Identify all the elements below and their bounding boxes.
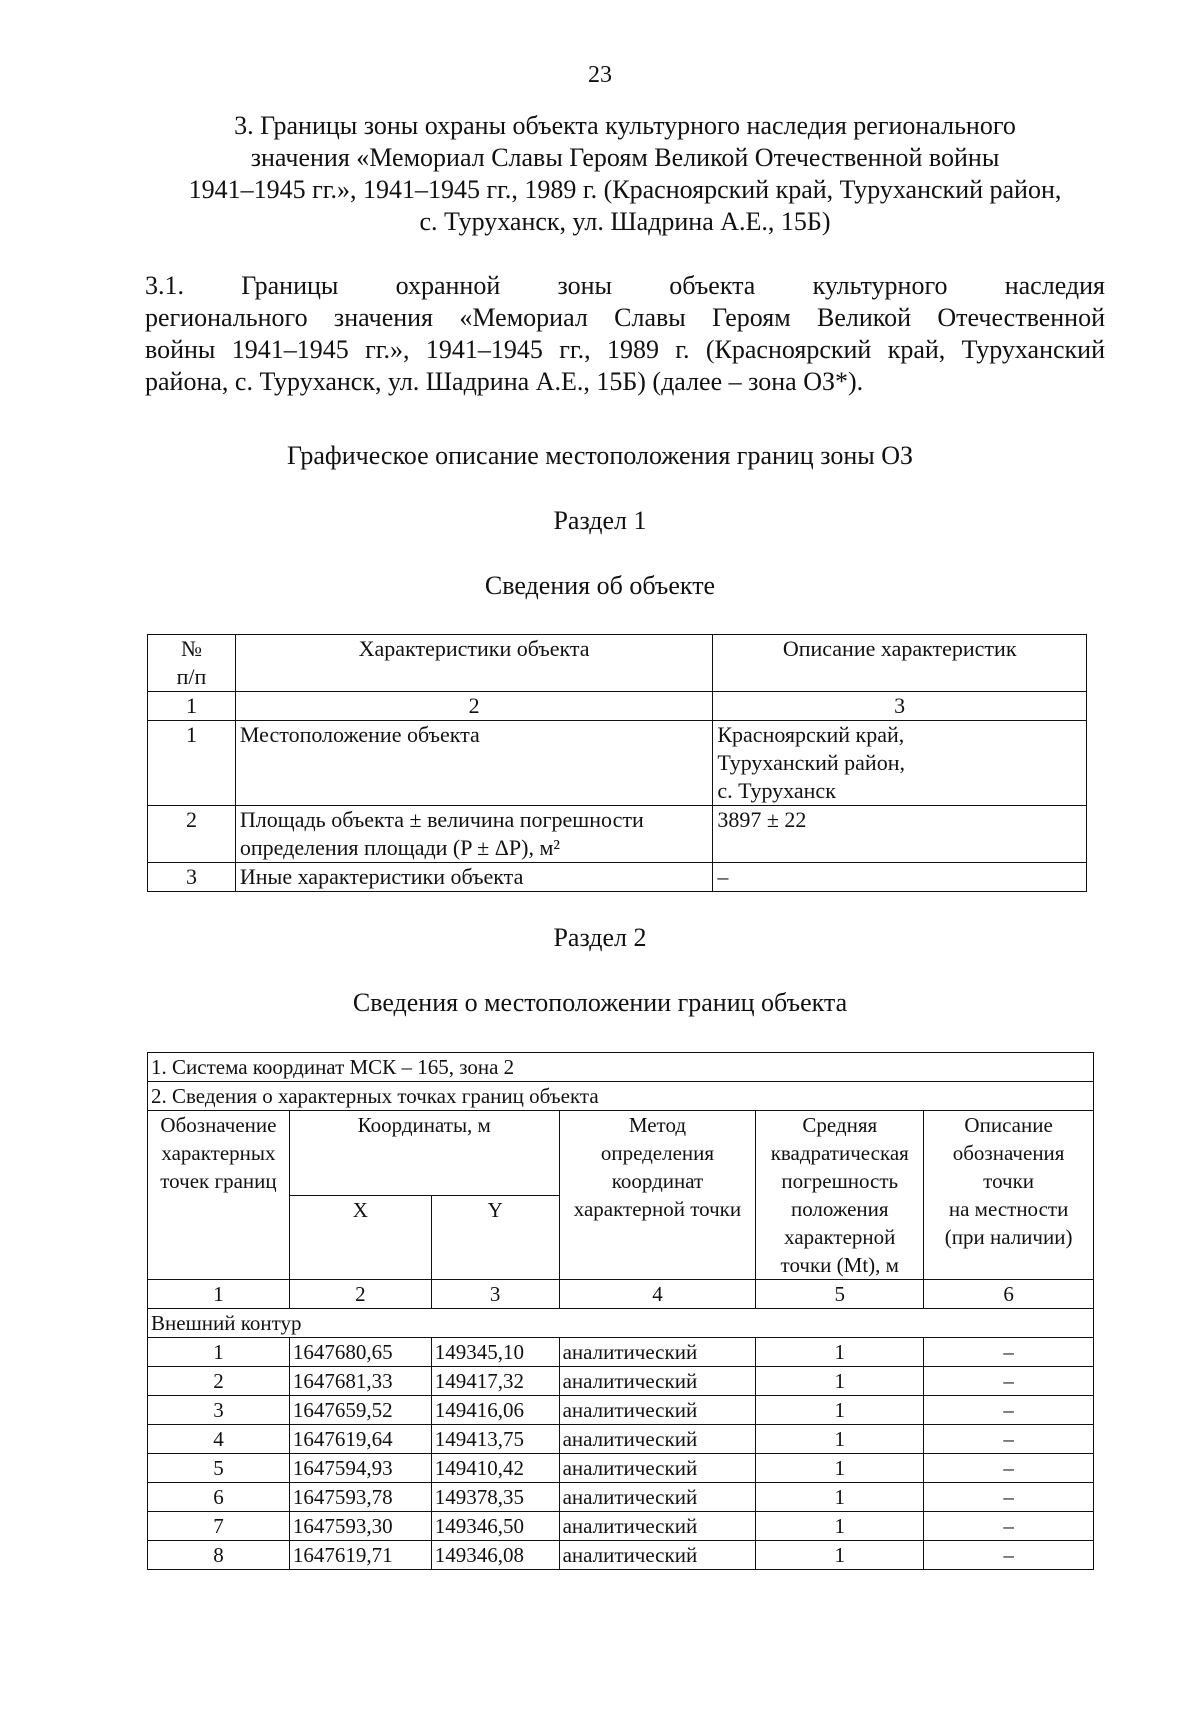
description-cell: – <box>924 1425 1094 1454</box>
coord-y: 149378,35 <box>431 1483 559 1512</box>
table-row <box>148 1541 1094 1570</box>
coord-y: 149416,06 <box>431 1396 559 1425</box>
header-cell: Описание характеристик <box>713 635 1087 692</box>
contour-row <box>148 1309 1094 1338</box>
section31-paragraph <box>145 270 1105 398</box>
header-text: точек границ <box>160 1169 277 1193</box>
section1-subtitle: Сведения об объекте <box>484 571 716 600</box>
section31-line: 3.1. Границы охранной зоны объекта культурного наследия <box>145 271 1105 300</box>
column-number: 2 <box>289 1280 431 1309</box>
mt-cell: 1 <box>756 1541 924 1570</box>
column-number: 2 <box>235 692 712 721</box>
object-info-table <box>147 634 1087 892</box>
method-cell: аналитический <box>559 1367 756 1396</box>
section3-title-line: с. Туруханск, ул. Шадрина А.Е., 15Б) <box>419 207 831 236</box>
coord-y: 149413,75 <box>431 1425 559 1454</box>
page-number: 23 <box>588 62 612 88</box>
header-text: Метод <box>628 1113 687 1137</box>
header-text: характерной точки <box>573 1197 742 1221</box>
table-header-row <box>148 635 1087 692</box>
point-number: 6 <box>148 1483 290 1512</box>
coord-x: 1647619,71 <box>289 1541 431 1570</box>
cell-text: с. Туруханск <box>717 778 836 803</box>
cell-text: определения площади (P ± ΔP), м² <box>239 835 560 860</box>
header-y: Y <box>431 1195 559 1280</box>
mt-cell: 1 <box>756 1454 924 1483</box>
method-cell: аналитический <box>559 1483 756 1512</box>
mt-cell: 1 <box>756 1483 924 1512</box>
points-info: 2. Сведения о характерных точках границ объекта <box>148 1082 1094 1111</box>
method-cell: аналитический <box>559 1338 756 1367</box>
column-number-row <box>148 692 1087 721</box>
mt-cell: 1 <box>756 1367 924 1396</box>
section3-title-line: 3. Границы зоны охраны объекта культурного наследия регионального <box>234 111 1016 140</box>
method-cell: аналитический <box>559 1512 756 1541</box>
table-row <box>148 806 1087 863</box>
coord-x: 1647619,64 <box>289 1425 431 1454</box>
section3-title-line: значения «Мемориал Славы Героям Великой Отечественной войны <box>250 143 1000 172</box>
column-number-row <box>148 1280 1094 1309</box>
header-text: (при наличии) <box>944 1225 1073 1249</box>
coord-x: 1647593,30 <box>289 1512 431 1541</box>
points-body <box>148 1338 1094 1570</box>
cell-text: 3897 ± 22 <box>717 807 807 832</box>
coord-y: 149346,50 <box>431 1512 559 1541</box>
cell-text: Местоположение объекта <box>239 722 480 747</box>
coord-system: 1. Система координат МСК – 165, зона 2 <box>148 1053 1094 1082</box>
section2-title: Раздел 2 <box>553 923 647 952</box>
cell-text: Площадь объекта ± величина погрешности <box>239 807 644 832</box>
header-designation <box>148 1111 290 1280</box>
coord-x: 1647593,78 <box>289 1483 431 1512</box>
cell-text: – <box>717 864 729 889</box>
row-description <box>713 806 1087 863</box>
table-row <box>148 721 1087 806</box>
table-row <box>148 863 1087 892</box>
point-number: 2 <box>148 1367 290 1396</box>
column-number: 6 <box>924 1280 1094 1309</box>
coord-y: 149345,10 <box>431 1338 559 1367</box>
description-cell: – <box>924 1367 1094 1396</box>
cell-text: Иные характеристики объекта <box>239 864 524 889</box>
description-cell: – <box>924 1512 1094 1541</box>
description-cell: – <box>924 1541 1094 1570</box>
row-characteristic <box>235 863 712 892</box>
section3-title <box>140 110 1110 238</box>
header-text: точки (Mt), м <box>780 1253 899 1277</box>
header-text: п/п <box>176 664 207 689</box>
points-info-row <box>148 1082 1094 1111</box>
method-cell: аналитический <box>559 1425 756 1454</box>
row-characteristic <box>235 721 712 806</box>
mt-cell: 1 <box>756 1338 924 1367</box>
header-x: X <box>289 1195 431 1280</box>
table-row <box>148 1483 1094 1512</box>
cell-text: Туруханский район, <box>717 750 905 775</box>
description-cell: – <box>924 1483 1094 1512</box>
header-text: обозначения <box>952 1141 1065 1165</box>
coord-x: 1647594,93 <box>289 1454 431 1483</box>
column-number: 1 <box>148 1280 290 1309</box>
row-description <box>713 863 1087 892</box>
column-number: 4 <box>559 1280 756 1309</box>
section2-subtitle: Сведения о местоположении границ объекта <box>352 988 848 1017</box>
row-number: 2 <box>148 806 236 863</box>
method-cell: аналитический <box>559 1541 756 1570</box>
header-error <box>756 1111 924 1280</box>
section3-title-line: 1941–1945 гг.», 1941–1945 гг., 1989 г. (Красноярский край, Туруханский район, <box>188 175 1062 204</box>
section31-line: района, с. Туруханск, ул. Шадрина А.Е., 15Б) (далее – зона ОЗ*). <box>145 367 864 396</box>
coord-x: 1647680,65 <box>289 1338 431 1367</box>
row-description <box>713 721 1087 806</box>
coord-x: 1647681,33 <box>289 1367 431 1396</box>
point-number: 4 <box>148 1425 290 1454</box>
section31-line: регионального значения «Мемориал Славы Героям Великой Отечественной <box>145 303 1105 332</box>
column-number: 1 <box>148 692 236 721</box>
cell-text: Красноярский край, <box>717 722 905 747</box>
row-number: 1 <box>148 721 236 806</box>
mt-cell: 1 <box>756 1396 924 1425</box>
column-number: 3 <box>713 692 1087 721</box>
coord-x: 1647659,52 <box>289 1396 431 1425</box>
header-text: Средняя <box>802 1113 878 1137</box>
row-number: 3 <box>148 863 236 892</box>
point-number: 8 <box>148 1541 290 1570</box>
row-characteristic <box>235 806 712 863</box>
mt-cell: 1 <box>756 1512 924 1541</box>
table-row <box>148 1338 1094 1367</box>
header-cell <box>148 635 236 692</box>
header-description <box>924 1111 1094 1280</box>
header-text: квадратическая <box>770 1141 909 1165</box>
table-row <box>148 1367 1094 1396</box>
section1-title: Раздел 1 <box>553 506 647 535</box>
contour-label: Внешний контур <box>148 1309 1094 1338</box>
method-cell: аналитический <box>559 1454 756 1483</box>
column-number: 3 <box>431 1280 559 1309</box>
description-cell: – <box>924 1396 1094 1425</box>
table-header-row <box>148 1111 1094 1196</box>
header-text: координат <box>611 1169 704 1193</box>
header-text: характерных <box>161 1141 276 1165</box>
description-cell: – <box>924 1454 1094 1483</box>
table-row <box>148 1425 1094 1454</box>
coord-system-row <box>148 1053 1094 1082</box>
graphic-description-title: Графическое описание местоположения границ зоны ОЗ <box>286 441 914 470</box>
coord-y: 149346,08 <box>431 1541 559 1570</box>
header-text: погрешность <box>781 1169 899 1193</box>
table-row <box>148 1396 1094 1425</box>
header-text: Обозначение <box>160 1113 277 1137</box>
description-cell: – <box>924 1338 1094 1367</box>
point-number: 1 <box>148 1338 290 1367</box>
header-text: характерной <box>784 1225 896 1249</box>
point-number: 7 <box>148 1512 290 1541</box>
coord-y: 149410,42 <box>431 1454 559 1483</box>
section31-line: войны 1941–1945 гг.», 1941–1945 гг., 1989 г. (Красноярский край, Туруханский <box>145 335 1105 364</box>
method-cell: аналитический <box>559 1396 756 1425</box>
boundary-points-table <box>147 1052 1094 1570</box>
column-number: 5 <box>756 1280 924 1309</box>
header-coordinates: Координаты, м <box>289 1111 559 1196</box>
header-cell: Характеристики объекта <box>235 635 712 692</box>
header-text: № <box>180 636 202 661</box>
point-number: 3 <box>148 1396 290 1425</box>
coord-y: 149417,32 <box>431 1367 559 1396</box>
mt-cell: 1 <box>756 1425 924 1454</box>
header-method <box>559 1111 756 1280</box>
header-text: точки <box>983 1169 1035 1193</box>
header-text: Описание <box>964 1113 1053 1137</box>
header-text: определения <box>600 1141 715 1165</box>
header-text: положения <box>790 1197 889 1221</box>
header-text: на местности <box>948 1197 1069 1221</box>
table-row <box>148 1512 1094 1541</box>
table-row <box>148 1454 1094 1483</box>
point-number: 5 <box>148 1454 290 1483</box>
